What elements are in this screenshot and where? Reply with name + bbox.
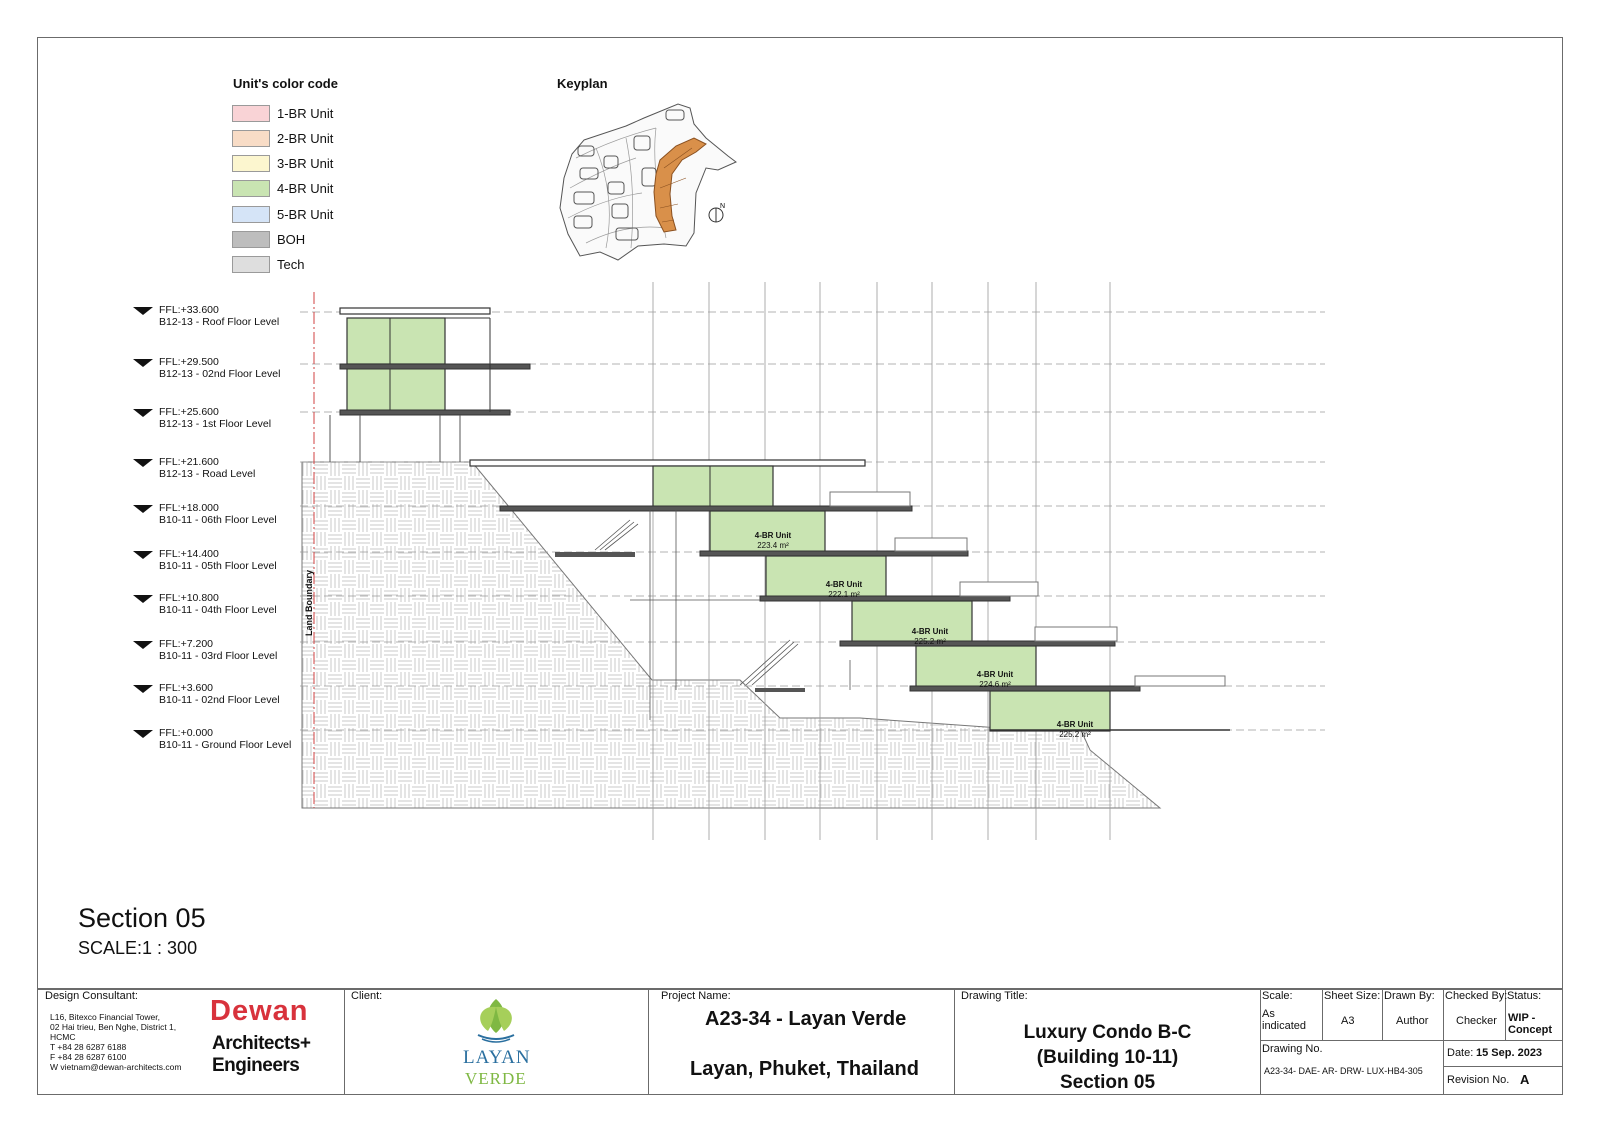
drawing-no-label: Drawing No.: [1262, 1043, 1323, 1055]
divider: [1443, 1066, 1563, 1067]
legend-item: [232, 255, 304, 275]
legend-swatch: [232, 155, 270, 172]
level-triangle-icon: [133, 359, 153, 367]
project-name: A23-34 - Layan Verde: [705, 1008, 907, 1030]
consultant-address: L16, Bitexco Financial Tower, 02 Hai trieu, Ben Nghe, District 1, HCMC T +84 28 6287 6188 F +84 28 6287 6100 W vietnam@dewan-architects.com: [50, 1012, 182, 1072]
drawn-by-label: Drawn By:: [1384, 990, 1435, 1002]
legend-label: 3-BR Unit: [277, 156, 334, 172]
legend-swatch: [232, 206, 270, 223]
drawing-title: Luxury Condo B-C (Building 10-11) Section 05: [1023, 1022, 1192, 1093]
scale-value: As indicated: [1262, 1008, 1307, 1032]
sheet-size-label: Sheet Size:: [1324, 990, 1381, 1002]
legend-label: 1-BR Unit: [277, 105, 334, 121]
layan-verde-leaf-icon: [466, 995, 526, 1043]
legend-swatch: [232, 180, 270, 197]
dewan-logo: Dewan: [210, 995, 309, 1027]
project-name-label: Project Name:: [661, 990, 731, 1002]
revision-value: A: [1520, 1072, 1530, 1087]
level-name: B12-13 - 02nd Floor Level: [159, 368, 281, 380]
legend-item: [232, 230, 305, 250]
legend-item: [232, 154, 333, 174]
legend-item: [232, 204, 333, 224]
level-name: B12-13 - Road Level: [159, 468, 256, 480]
scale-label: Scale:: [1262, 990, 1293, 1002]
legend-item: [232, 103, 333, 123]
drawn-by: Author: [1396, 1015, 1429, 1027]
checked-by: Checker: [1456, 1015, 1497, 1027]
client-logo-line2: VERDE: [465, 1069, 527, 1088]
level-name: B10-11 - 03rd Floor Level: [159, 650, 278, 662]
keyplan-title: Keyplan: [557, 76, 608, 91]
level-triangle-icon: [133, 505, 153, 513]
unit-label-5: 4-BR Unit 225.2 m²: [1056, 720, 1094, 739]
unit-label-4: 4-BR Unit 224.6 m²: [976, 670, 1014, 689]
section-drawing: [300, 280, 1350, 840]
checked-by-label: Checked By:: [1445, 990, 1508, 1002]
level-ffl: FFL:+25.600: [159, 406, 219, 418]
divider: [1260, 988, 1261, 1095]
project-location: Layan, Phuket, Thailand: [690, 1058, 919, 1080]
level-name: B10-11 - Ground Floor Level: [159, 739, 292, 751]
drawing-no: A23-34- DAE- AR- DRW- LUX-HB4-305: [1264, 1066, 1423, 1076]
unit-label-2: 4-BR Unit 222.1 m²: [825, 580, 863, 599]
level-name: B10-11 - 04th Floor Level: [159, 604, 277, 616]
legend-swatch: [232, 231, 270, 248]
date-label: Date:: [1447, 1047, 1474, 1059]
client-label: Client:: [351, 990, 383, 1002]
sheet-size: A3: [1341, 1015, 1355, 1027]
level-name: B12-13 - 1st Floor Level: [159, 418, 272, 430]
level-ffl: FFL:+33.600: [159, 304, 219, 316]
level-triangle-icon: [133, 409, 153, 417]
legend-label: Tech: [277, 257, 305, 273]
status-value: WIP - Concept: [1508, 1012, 1552, 1036]
unit-label-3: 4-BR Unit 225.2 m²: [911, 627, 949, 646]
level-triangle-icon: [133, 307, 153, 315]
legend-swatch: [232, 256, 270, 273]
divider: [1260, 1040, 1563, 1041]
legend-item: [232, 179, 333, 199]
section-title: Section 05: [78, 903, 206, 933]
level-triangle-icon: [133, 459, 153, 467]
north-arrow-label: N: [720, 203, 726, 210]
level-ffl: FFL:+14.400: [159, 548, 219, 560]
divider: [1382, 988, 1383, 1040]
level-name: B10-11 - 05th Floor Level: [159, 560, 277, 572]
legend-label: 5-BR Unit: [277, 206, 334, 222]
level-ffl: FFL:+29.500: [159, 356, 219, 368]
legend-swatch: [232, 130, 270, 147]
divider: [1443, 988, 1444, 1095]
client-logo-line1: LAYAN: [463, 1047, 531, 1068]
status-label: Status:: [1507, 990, 1542, 1002]
level-name: B10-11 - 02nd Floor Level: [159, 694, 280, 706]
land-boundary-label: Land Boundary: [304, 569, 314, 636]
revision-label: Revision No.: [1447, 1074, 1510, 1086]
level-triangle-icon: [133, 685, 153, 693]
level-ffl: FFL:+7.200: [159, 638, 213, 650]
level-ffl: FFL:+18.000: [159, 502, 219, 514]
legend-title: Unit's color code: [233, 76, 338, 91]
level-ffl: FFL:+0.000: [159, 727, 213, 739]
level-ffl: FFL:+10.800: [159, 592, 219, 604]
divider: [648, 988, 649, 1095]
keyplan-drawing: [556, 98, 746, 268]
level-name: B12-13 - Roof Floor Level: [159, 316, 280, 328]
legend-item: [232, 128, 333, 148]
drawing-title-label: Drawing Title:: [961, 990, 1028, 1002]
level-triangle-icon: [133, 641, 153, 649]
legend-label: 2-BR Unit: [277, 130, 334, 146]
level-triangle-icon: [133, 551, 153, 559]
section-scale: SCALE:1 : 300: [78, 938, 198, 958]
level-triangle-icon: [133, 595, 153, 603]
divider: [344, 988, 345, 1095]
divider: [1322, 988, 1323, 1040]
level-ffl: FFL:+21.600: [159, 456, 219, 468]
legend-label: BOH: [277, 232, 306, 247]
level-triangle-icon: [133, 730, 153, 738]
unit-label-1: 4-BR Unit 223.4 m²: [754, 531, 792, 550]
level-name: B10-11 - 06th Floor Level: [159, 514, 277, 526]
legend-label: 4-BR Unit: [277, 181, 334, 197]
design-consultant-label: Design Consultant:: [45, 990, 138, 1002]
level-ffl: FFL:+3.600: [159, 682, 213, 694]
legend-swatch: [232, 105, 270, 122]
date-value: 15 Sep. 2023: [1476, 1047, 1543, 1059]
architects-engineers-logo: Architects+ Engineers: [212, 1033, 311, 1076]
